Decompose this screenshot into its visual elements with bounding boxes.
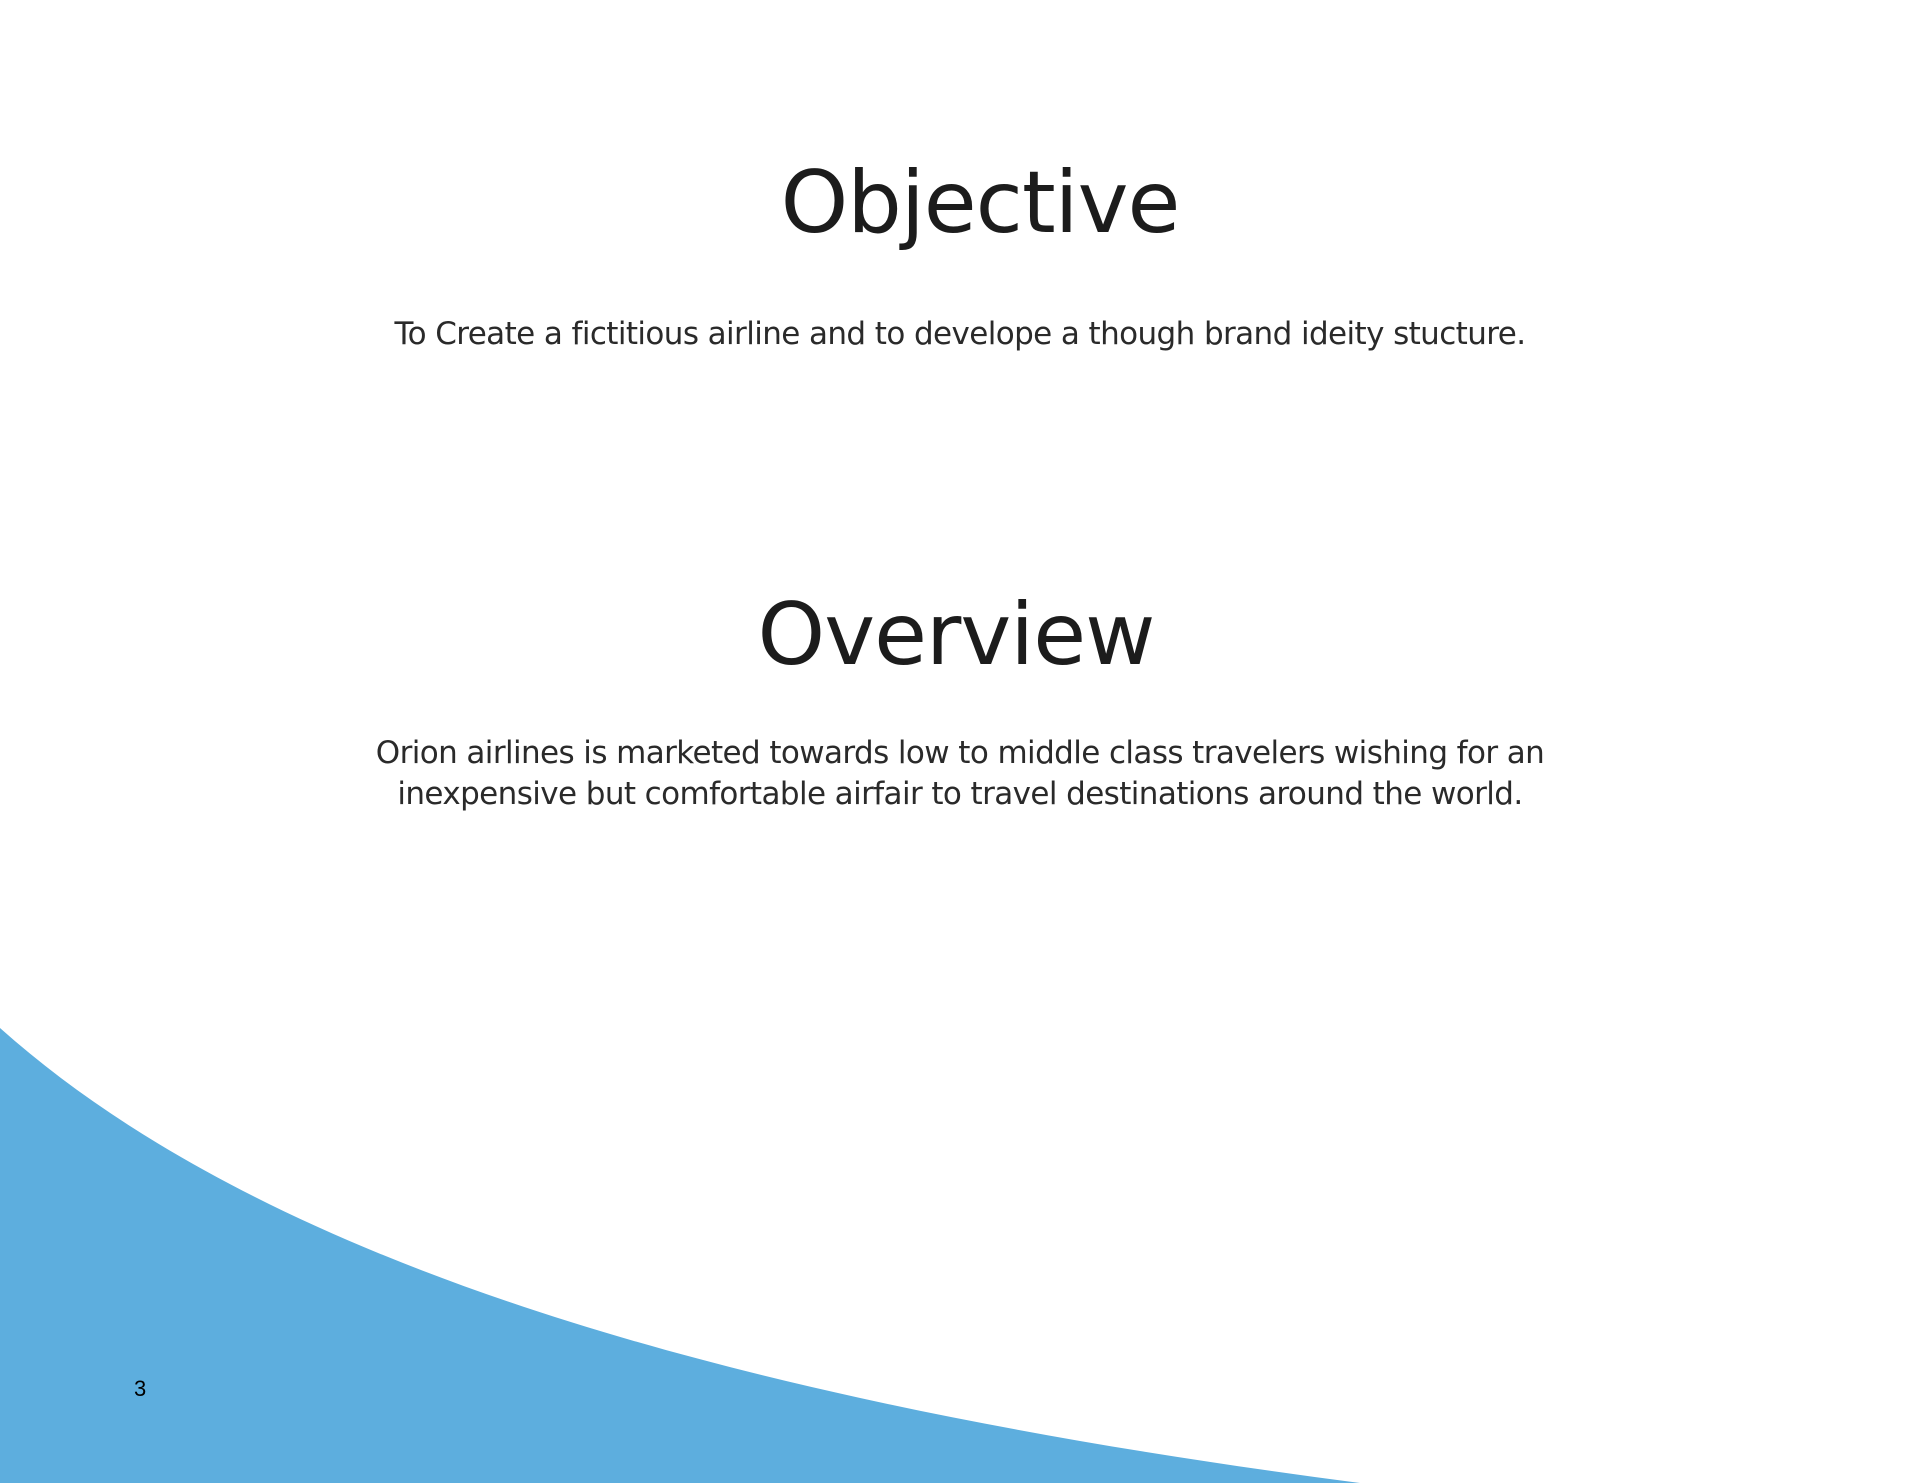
overview-text-line: inexpensive but comfortable airfair to travel destinations around the world. xyxy=(397,776,1523,812)
objective-heading: Objective xyxy=(780,153,1180,253)
overview-text-line: Orion airlines is marketed towards low to middle class travelers wishing for an xyxy=(375,735,1545,771)
overview-heading: Overview xyxy=(757,585,1155,685)
objective-text: To Create a fictitious airline and to develope a though brand ideity stucture. xyxy=(394,316,1526,352)
overview-text xyxy=(0,733,1920,815)
page-number: 3 xyxy=(134,1376,147,1401)
